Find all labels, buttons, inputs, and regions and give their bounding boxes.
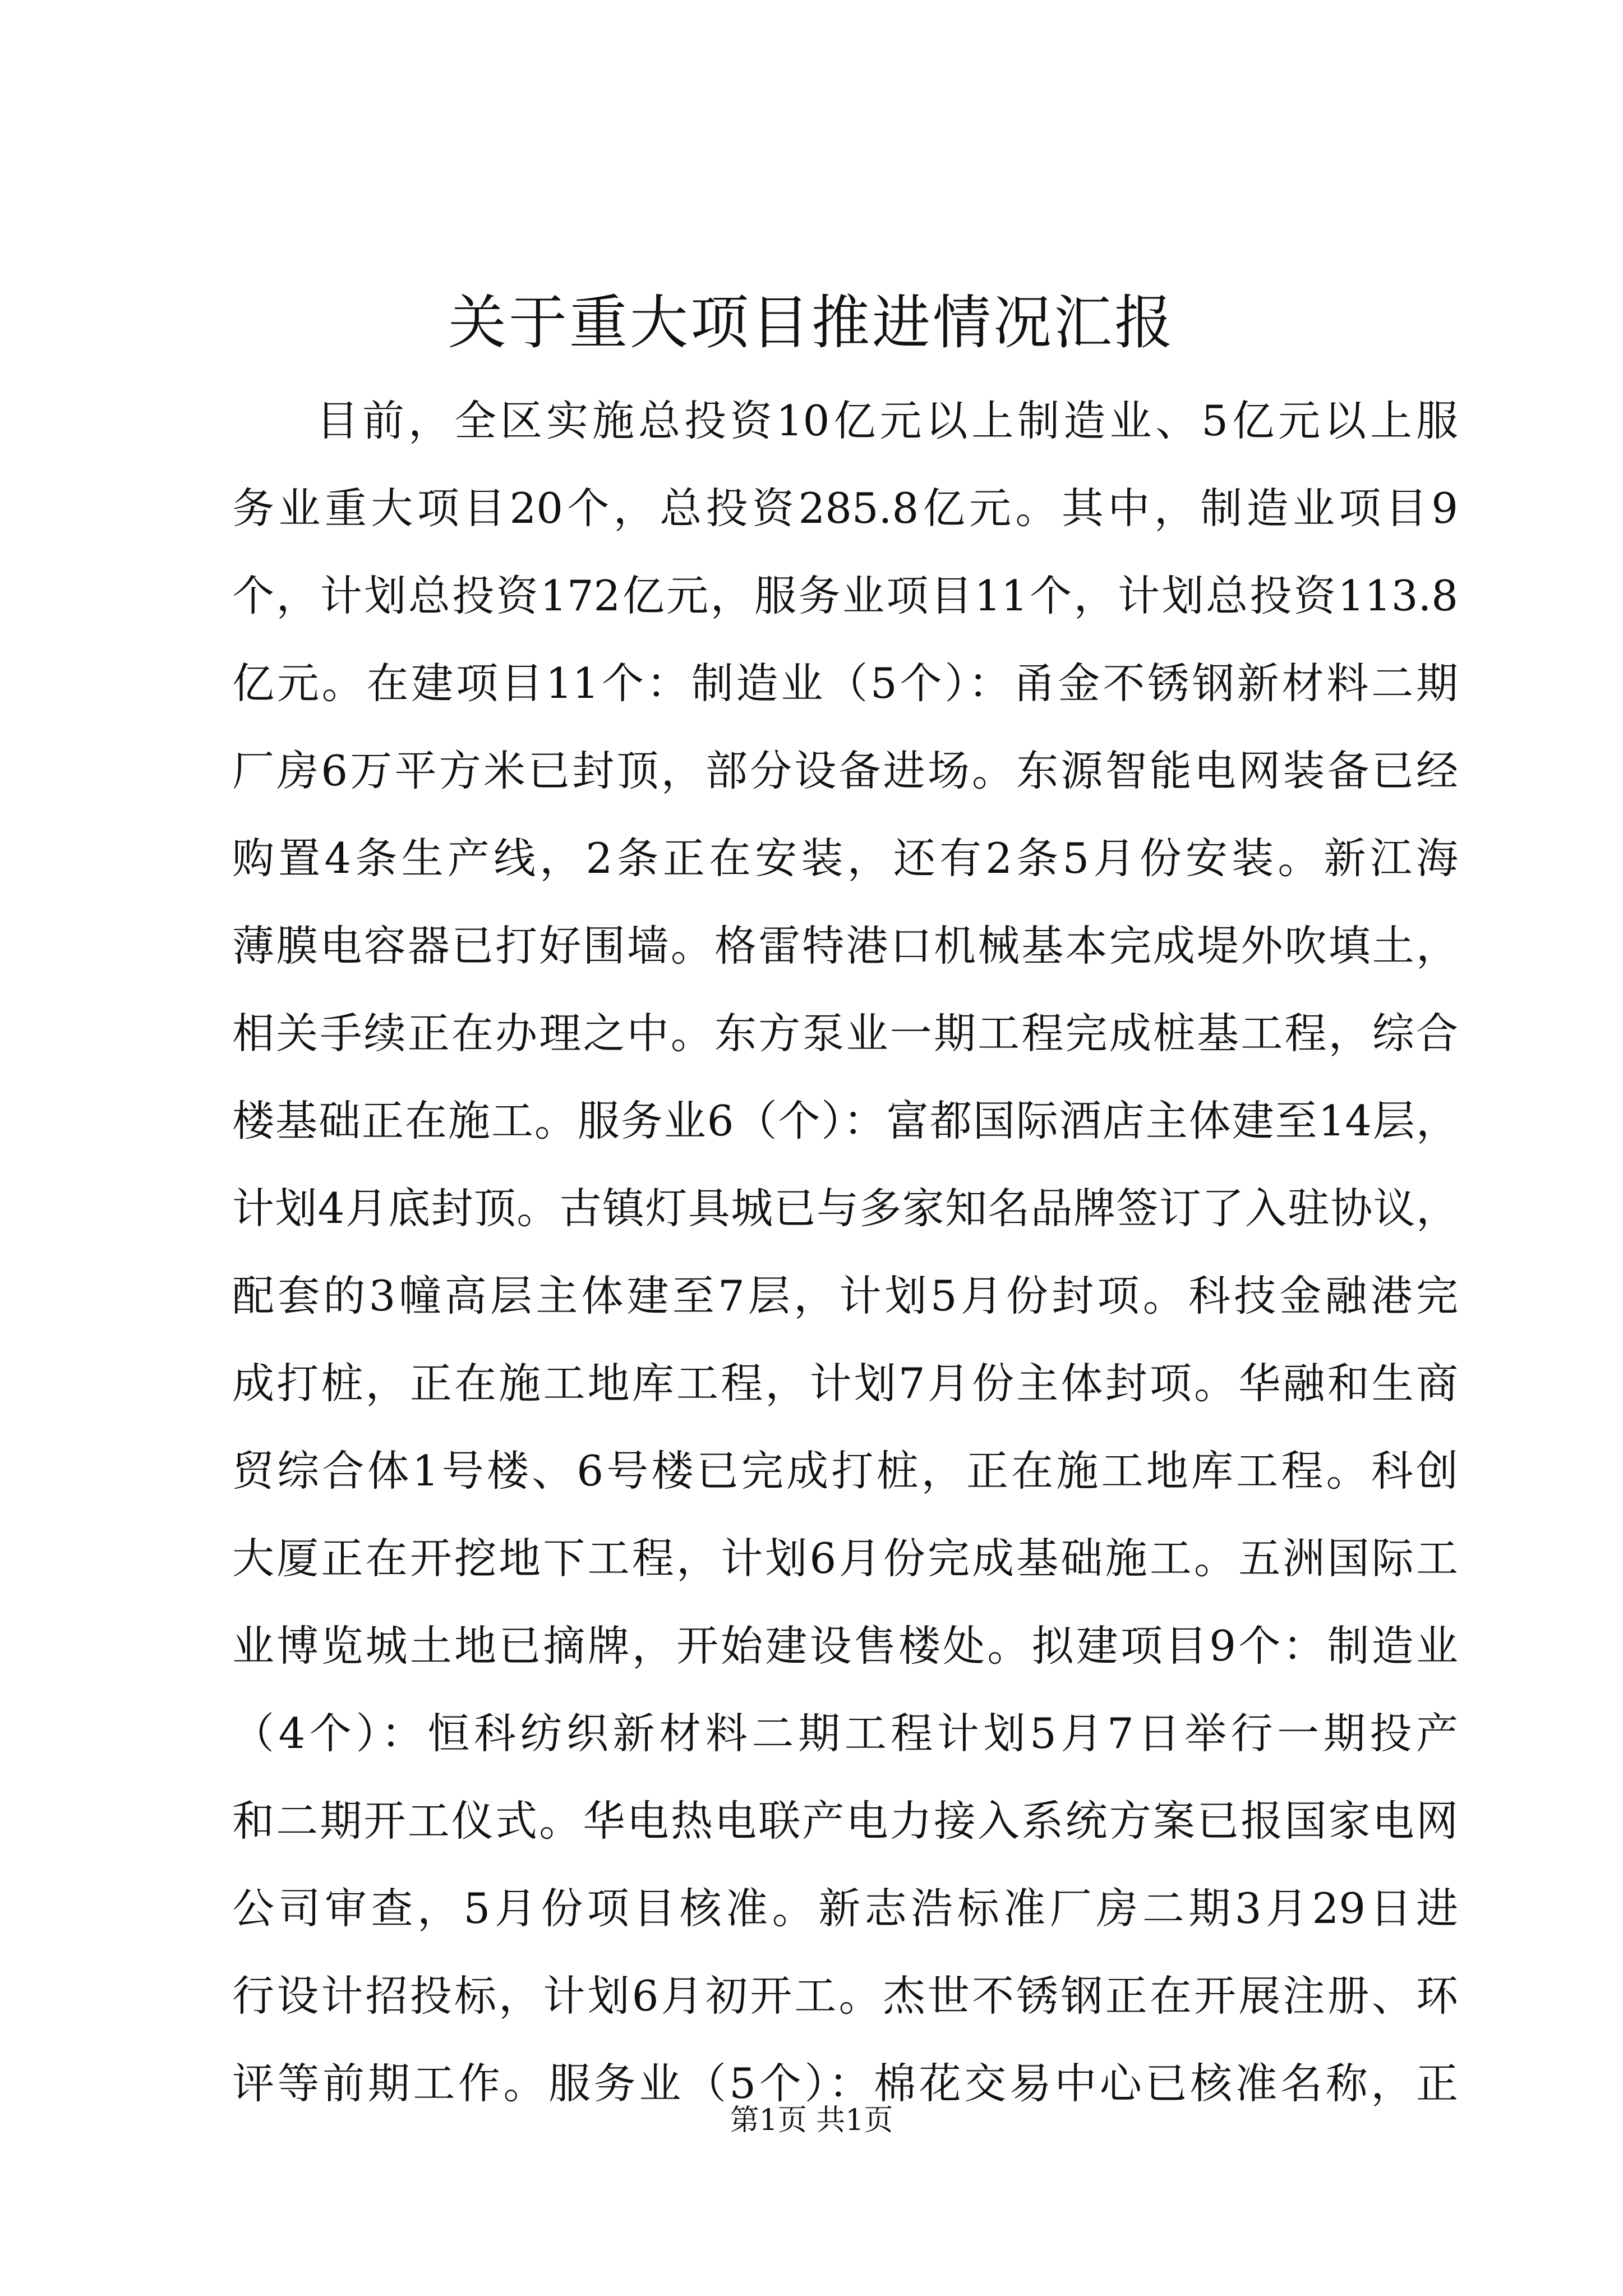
page-footer: 第1页 共1页 xyxy=(730,2104,893,2137)
body-line: 亿元。在建项目11个：制造业（5个）：甬金不锈钢新材料二期 xyxy=(232,659,1458,708)
body-line: 大厦正在开挖地下工程，计划6月份完成基础施工。五洲国际工 xyxy=(232,1534,1458,1583)
body-line: 和二期开工仪式。华电热电联产电力接入系统方案已报国家电网 xyxy=(232,1796,1458,1846)
body-line: 贸综合体1号楼、6号楼已完成打桩，正在施工地库工程。科创 xyxy=(232,1446,1458,1496)
document-body xyxy=(232,377,1458,2127)
body-line: （4个）：恒科纺织新材料二期工程计划5月7日举行一期投产 xyxy=(232,1709,1458,1758)
body-line: 务业重大项目20个，总投资285.8亿元。其中，制造业项目9 xyxy=(232,484,1458,533)
body-line: 评等前期工作。服务业（5个）：棉花交易中心已核准名称，正 xyxy=(232,2059,1458,2108)
body-line: 计划4月底封顶。古镇灯具城已与多家知名品牌签订了入驻协议， xyxy=(232,1184,1458,1233)
body-line: 行设计招投标，计划6月初开工。杰世不锈钢正在开展注册、环 xyxy=(232,1971,1458,2021)
body-line: 厂房6万平方米已封顶，部分设备进场。东源智能电网装备已经 xyxy=(232,746,1458,795)
document-title: 关于重大项目推进情况汇报 xyxy=(448,288,1175,357)
body-line: 薄膜电容器已打好围墙。格雷特港口机械基本完成堤外吹填土， xyxy=(232,921,1458,970)
body-line: 配套的3幢高层主体建至7层，计划5月份封项。科技金融港完 xyxy=(232,1271,1458,1320)
body-line: 目前，全区实施总投资10亿元以上制造业、5亿元以上服 xyxy=(316,396,1458,445)
body-line: 公司审查，5月份项目核准。新志浩标准厂房二期3月29日进 xyxy=(232,1884,1458,1933)
body-line: 成打桩，正在施工地库工程，计划7月份主体封项。华融和生商 xyxy=(232,1359,1458,1408)
body-line: 相关手续正在办理之中。东方泵业一期工程完成桩基工程，综合 xyxy=(232,1009,1458,1058)
body-line: 楼基础正在施工。服务业6（个）：富都国际酒店主体建至14层， xyxy=(232,1096,1458,1145)
body-line: 购置4条生产线，2条正在安装，还有2条5月份安装。新江海 xyxy=(232,834,1458,883)
body-line: 业博览城土地已摘牌，开始建设售楼处。拟建项目9个：制造业 xyxy=(232,1621,1458,1671)
body-line: 个，计划总投资172亿元，服务业项目11个，计划总投资113.8 xyxy=(232,571,1458,620)
